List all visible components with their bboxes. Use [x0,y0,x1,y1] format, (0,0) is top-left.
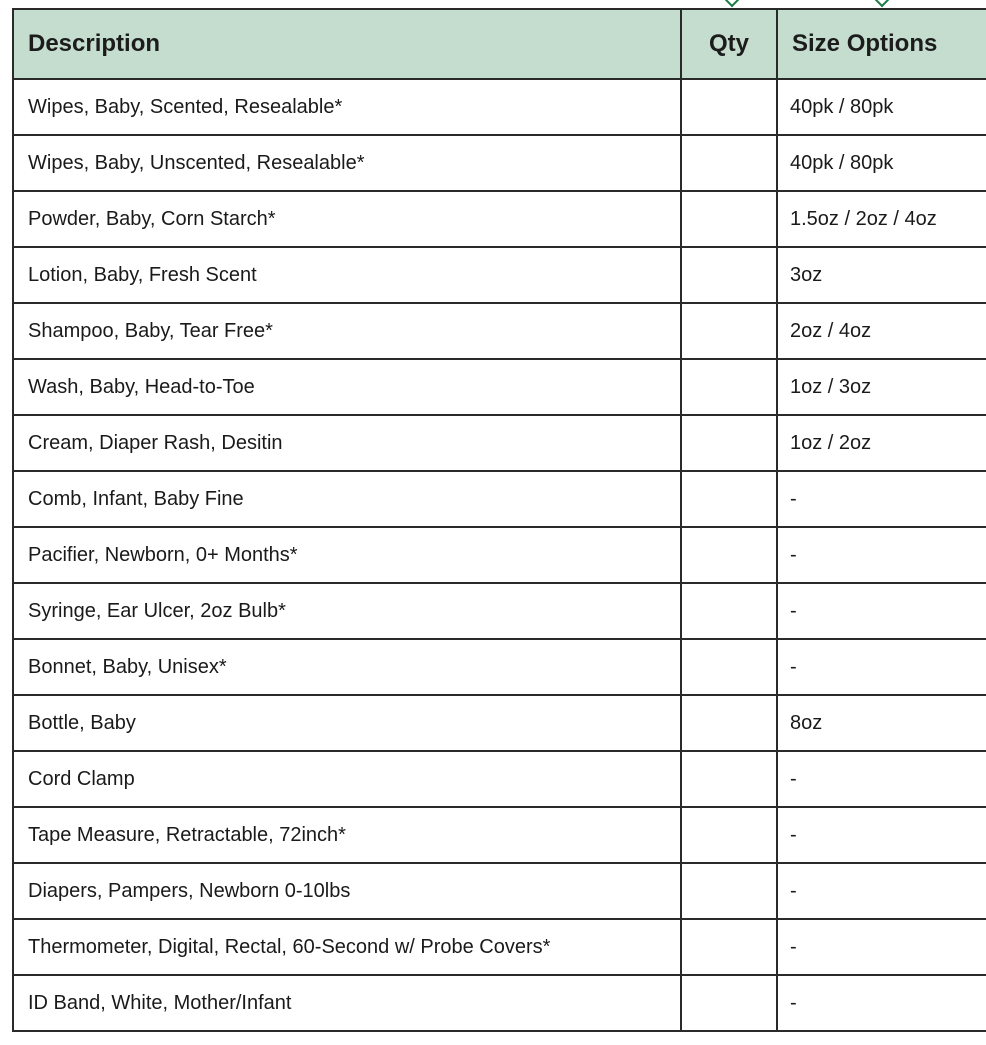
size-cell: 1oz / 3oz [777,359,986,415]
size-cell: - [777,471,986,527]
size-cell: - [777,527,986,583]
size-cell: 40pk / 80pk [777,135,986,191]
table-row [13,751,986,807]
description-cell: Powder, Baby, Corn Starch* [13,191,681,247]
size-cell: 1oz / 2oz [777,415,986,471]
description-cell: Shampoo, Baby, Tear Free* [13,303,681,359]
description-cell: Comb, Infant, Baby Fine [13,471,681,527]
table-row [13,303,986,359]
size-cell: - [777,583,986,639]
qty-cell[interactable] [681,471,777,527]
size-options-column-header: Size Options [777,9,986,79]
table-header-row [13,9,986,79]
size-cell: - [777,975,986,1031]
qty-cell[interactable] [681,191,777,247]
size-cell: 2oz / 4oz [777,303,986,359]
qty-cell[interactable] [681,303,777,359]
description-cell: Cream, Diaper Rash, Desitin [13,415,681,471]
description-cell: Bonnet, Baby, Unisex* [13,639,681,695]
description-cell: Lotion, Baby, Fresh Scent [13,247,681,303]
description-cell: Cord Clamp [13,751,681,807]
description-cell: ID Band, White, Mother/Infant [13,975,681,1031]
qty-cell[interactable] [681,247,777,303]
size-cell: 8oz [777,695,986,751]
qty-cell[interactable] [681,919,777,975]
table-row [13,79,986,135]
table-row [13,639,986,695]
table-row [13,247,986,303]
size-cell: - [777,807,986,863]
qty-cell[interactable] [681,975,777,1031]
description-cell: Tape Measure, Retractable, 72inch* [13,807,681,863]
table-row [13,527,986,583]
description-cell: Wash, Baby, Head-to-Toe [13,359,681,415]
qty-cell[interactable] [681,639,777,695]
qty-cell[interactable] [681,583,777,639]
table-row [13,471,986,527]
description-cell: Bottle, Baby [13,695,681,751]
description-cell: Syringe, Ear Ulcer, 2oz Bulb* [13,583,681,639]
qty-column-header: Qty [681,9,777,79]
size-cell: 3oz [777,247,986,303]
supply-table [12,8,986,1032]
table-row [13,415,986,471]
table-row [13,863,986,919]
table-row [13,359,986,415]
qty-cell[interactable] [681,751,777,807]
chevron-down-icon [721,0,744,7]
size-cell: - [777,751,986,807]
size-cell: - [777,863,986,919]
table-row [13,191,986,247]
qty-cell[interactable] [681,527,777,583]
qty-cell[interactable] [681,807,777,863]
qty-cell[interactable] [681,79,777,135]
qty-cell[interactable] [681,695,777,751]
description-cell: Pacifier, Newborn, 0+ Months* [13,527,681,583]
description-column-header: Description [13,9,681,79]
table-row [13,975,986,1031]
table-row [13,919,986,975]
description-cell: Diapers, Pampers, Newborn 0-10lbs [13,863,681,919]
description-cell: Wipes, Baby, Unscented, Resealable* [13,135,681,191]
qty-cell[interactable] [681,135,777,191]
table-row [13,583,986,639]
description-cell: Thermometer, Digital, Rectal, 60-Second w/ Probe Covers* [13,919,681,975]
size-cell: - [777,639,986,695]
table-row [13,807,986,863]
table-row [13,695,986,751]
chevron-down-icon [871,0,894,7]
qty-cell[interactable] [681,359,777,415]
size-cell: 40pk / 80pk [777,79,986,135]
qty-cell[interactable] [681,863,777,919]
size-cell: 1.5oz / 2oz / 4oz [777,191,986,247]
size-cell: - [777,919,986,975]
table-row [13,135,986,191]
description-cell: Wipes, Baby, Scented, Resealable* [13,79,681,135]
qty-cell[interactable] [681,415,777,471]
